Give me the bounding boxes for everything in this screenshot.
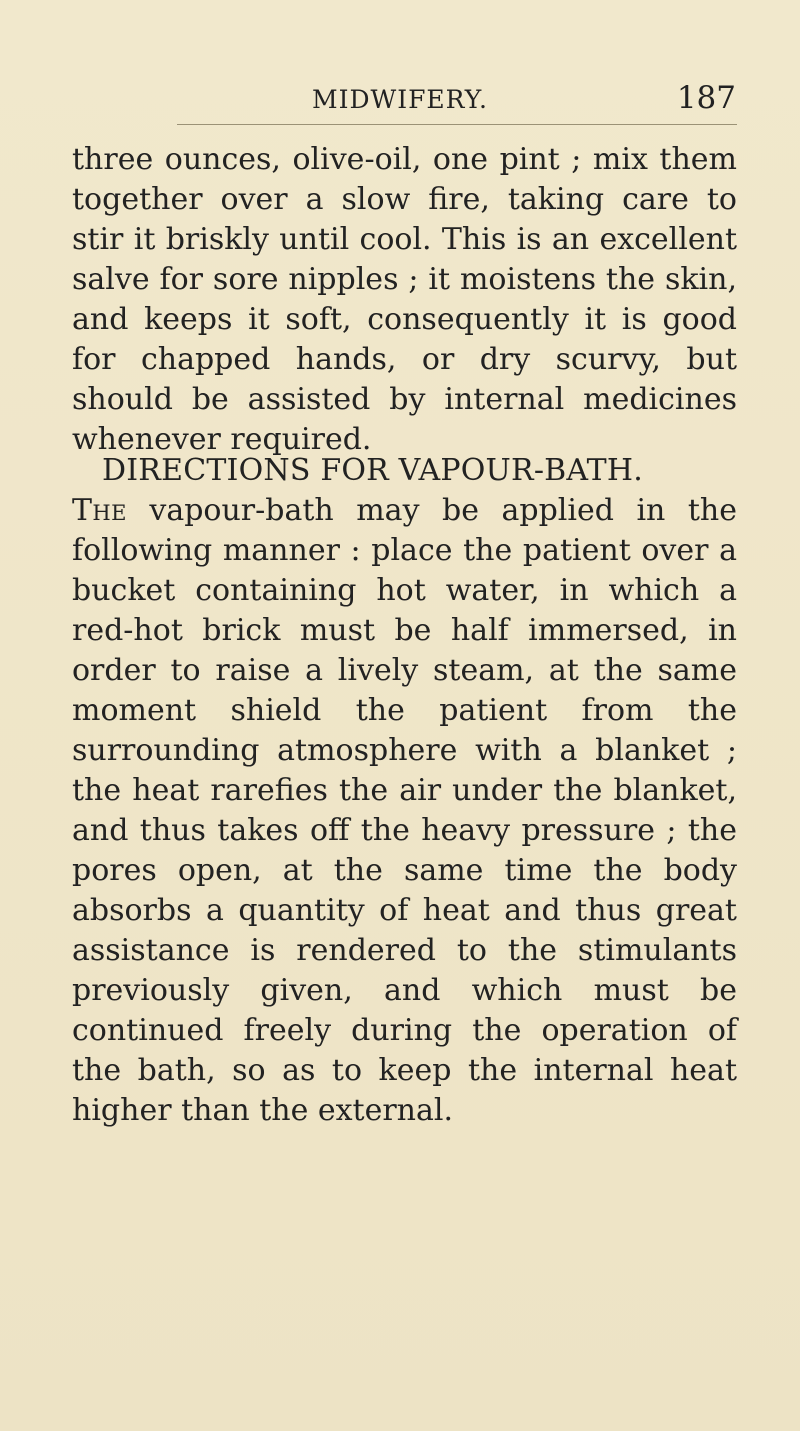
paragraph-vapour-bath [72,491,737,1131]
running-head: MIDWIFERY. [312,85,488,114]
section-title: DIRECTIONS FOR VAPOUR-BATH. [102,453,643,488]
paragraph-lead-word: The [72,493,127,528]
paragraph-salve: three ounces, olive-oil, one pint ; mix them together over a slow fire, taking care to stir it briskly until cool. This is an excellent salve for sore nipples ; it moistens the skin, and keeps it soft, consequently it is good for chapped hands, or dry scurvy, but should be assisted by internal medicines whenever required. [72,142,737,457]
paragraph-body: vapour-bath may be applied in the following manner : place the patient over a bucket containing hot water, in which a red-hot brick must be half immersed, in order to raise a lively steam, at the same moment shield the patient from the surrounding atmosphere with a blanket ; the heat rarefies the air under the blanket, and thus takes off the heavy pressure ; the pores open, at the same time the body absorbs a quantity of heat and thus great assistance is rendered to the stimulants previously given, and which must be continued freely during the operation of the bath, so as to keep the internal heat higher than the external. [72,493,737,1128]
page-number: 187 [676,80,736,116]
page-header [296,80,736,128]
header-rule [177,124,737,125]
